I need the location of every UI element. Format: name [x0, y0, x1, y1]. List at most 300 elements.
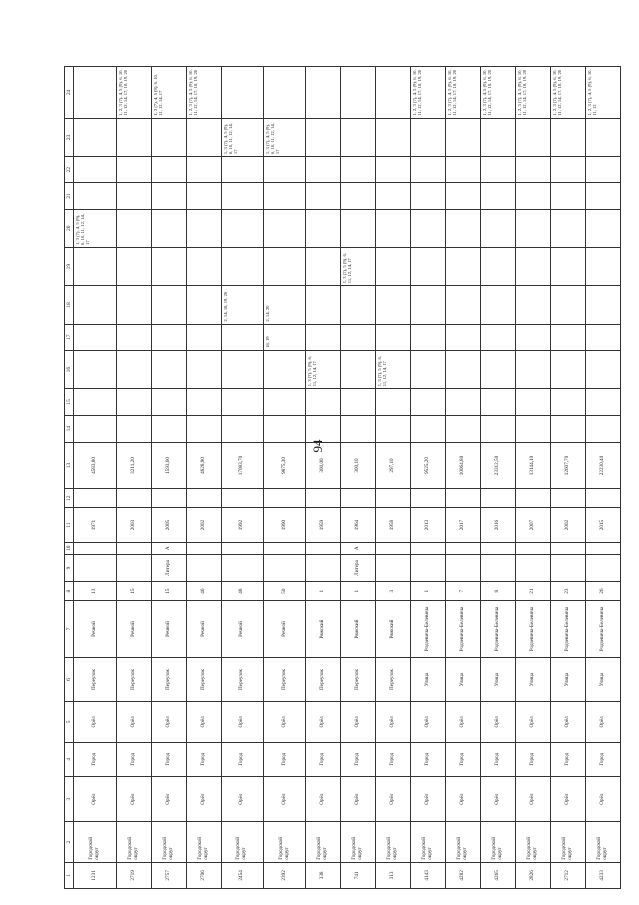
table-cell: [411, 286, 446, 324]
column-number-3: 3: [65, 776, 74, 821]
column-number-23: 23: [65, 118, 74, 156]
table-cell: Переулок: [116, 657, 151, 701]
table-cell: [341, 415, 376, 442]
table-cell: [74, 554, 116, 581]
table-cell: Орёл: [151, 776, 186, 821]
table-cell: [446, 118, 481, 156]
table-cell: [376, 286, 411, 324]
table-cell: [74, 286, 116, 324]
table-cell: Орёл: [264, 702, 306, 742]
table-cell: Орёл: [481, 702, 516, 742]
table-cell: 2392: [264, 862, 306, 888]
table-cell: [221, 415, 263, 442]
column-number-21: 21: [65, 183, 74, 209]
table-cell: [74, 118, 116, 156]
table-cell: [74, 542, 116, 554]
table-cell: [306, 286, 341, 324]
table-cell: [551, 350, 586, 388]
table-cell: [446, 247, 481, 285]
table-cell: [446, 415, 481, 442]
table-cell: [264, 67, 306, 119]
table-cell: [446, 389, 481, 415]
table-cell: [186, 554, 221, 581]
table-cell: 26: [585, 582, 620, 601]
table-cell: Орёл: [516, 702, 551, 742]
table-cell: 2013: [411, 508, 446, 542]
table-cell: Городской округ: [151, 822, 186, 862]
column-number-1: 1: [65, 862, 74, 888]
table-row: [551, 67, 586, 889]
table-cell: [151, 489, 186, 508]
table-cell: [376, 489, 411, 508]
table-cell: [151, 350, 186, 388]
table-cell: Ряжский: [341, 601, 376, 658]
table-cell: 1958: [376, 508, 411, 542]
table-cell: 21: [516, 582, 551, 601]
table-cell: Орёл: [376, 776, 411, 821]
table-cell: [151, 247, 186, 285]
table-cell: [446, 489, 481, 508]
table-cell: Переулок: [264, 657, 306, 701]
table-cell: [151, 324, 186, 350]
table-cell: 1, 2, 3 (7), 4, 5 (9), 6, 10, 11, 12, 14, 17, 18, 19, 20: [481, 67, 516, 119]
table-cell: 22230,40: [585, 442, 620, 488]
table-cell: [585, 554, 620, 581]
table-cell: [221, 209, 263, 247]
table-row: [516, 67, 551, 889]
table-cell: Город: [481, 742, 516, 776]
table-cell: Городской округ: [264, 822, 306, 862]
table-cell: [585, 489, 620, 508]
table-cell: 1, 3 (7), 5 (9), 6, 11, 12, 14, 17: [376, 350, 411, 388]
table-cell: 1, 2, 3 (7), 4, 5 (9), 6, 10, 11, 12, 14, 17, 18, 19, 20: [446, 67, 481, 119]
column-number-8: 8: [65, 582, 74, 601]
table-cell: [481, 542, 516, 554]
table-cell: 9875,30: [264, 442, 306, 488]
table-cell: [186, 209, 221, 247]
table-cell: [186, 157, 221, 183]
table-cell: [481, 350, 516, 388]
table-cell: [516, 183, 551, 209]
table-cell: [585, 415, 620, 442]
table-cell: [341, 118, 376, 156]
table-cell: [306, 157, 341, 183]
table-cell: [585, 286, 620, 324]
table-cell: [341, 324, 376, 350]
table-cell: Переулок: [151, 657, 186, 701]
table-cell: [264, 415, 306, 442]
table-cell: Родзевича-Белевича: [411, 601, 446, 658]
table-cell: Орёл: [551, 702, 586, 742]
table-cell: Городской округ: [376, 822, 411, 862]
table-cell: [411, 350, 446, 388]
table-cell: [411, 324, 446, 350]
table-cell: 1, 2, 3 (7), 4, 5 (9), 6, 10, 11, 12: [585, 67, 620, 119]
table-cell: Орёл: [481, 776, 516, 821]
table-cell: 1, 2, 3 (7), 4, 5 (9), 6, 10, 11, 12, 14, 17, 18, 19, 20: [551, 67, 586, 119]
table-cell: [551, 489, 586, 508]
table-cell: [481, 324, 516, 350]
table-cell: 13: [74, 582, 116, 601]
table-cell: [411, 183, 446, 209]
table-cell: Орёл: [186, 776, 221, 821]
table-cell: 1959: [306, 508, 341, 542]
table-cell: [551, 247, 586, 285]
table-cell: 15: [116, 582, 151, 601]
table-cell: Речной: [116, 601, 151, 658]
table-cell: [446, 324, 481, 350]
table-cell: [481, 183, 516, 209]
table-cell: Орёл: [446, 702, 481, 742]
table-cell: [551, 389, 586, 415]
table-cell: [186, 389, 221, 415]
table-cell: [585, 118, 620, 156]
table-cell: [221, 350, 263, 388]
table-cell: 1, 3 (7), 4, 5 (9), 6, 10, 11, 12, 14, 17: [221, 118, 263, 156]
table-cell: [411, 389, 446, 415]
table-cell: 1, 2, 3 (7), 4, 5 (9), 6, 10, 11, 12, 14, 17, 18, 19, 20: [186, 67, 221, 119]
table-cell: [116, 389, 151, 415]
table-cell: [264, 350, 306, 388]
table-cell: А: [151, 542, 186, 554]
table-cell: [516, 209, 551, 247]
table-cell: Орёл: [221, 776, 263, 821]
table-cell: [116, 183, 151, 209]
table-cell: 4233: [585, 862, 620, 888]
table-cell: [116, 489, 151, 508]
table-cell: Орёл: [376, 702, 411, 742]
table-cell: [376, 157, 411, 183]
table-cell: [151, 157, 186, 183]
table-cell: Родзевича-Белевича: [516, 601, 551, 658]
table-cell: [306, 489, 341, 508]
table-cell: 1, 2, 3 (7), 4, 5 (9), 6, 10, 11, 12, 14, 17, 18, 19, 20: [411, 67, 446, 119]
table-cell: [116, 542, 151, 554]
table-cell: [481, 157, 516, 183]
table-cell: [376, 118, 411, 156]
table-cell: 4282: [446, 862, 481, 888]
table-cell: [116, 350, 151, 388]
table-cell: [481, 247, 516, 285]
column-number-14: 14: [65, 415, 74, 442]
table-cell: Городской округ: [551, 822, 586, 862]
table-cell: Орёл: [306, 702, 341, 742]
table-cell: [551, 554, 586, 581]
table-cell: Улица: [551, 657, 586, 701]
table-cell: Улица: [585, 657, 620, 701]
table-cell: Речной: [264, 601, 306, 658]
table-cell: Речной: [186, 601, 221, 658]
table-cell: 46: [186, 582, 221, 601]
table-cell: 1, 2, 3 (7), 4, 5 (9), 6, 10, 11, 12, 14, 17, 18, 19, 20: [516, 67, 551, 119]
table-cell: 1, 3 (7), 4, 5 (9), 6, 10, 11, 12, 14, 17: [151, 67, 186, 119]
table-cell: [411, 554, 446, 581]
table-cell: [551, 415, 586, 442]
column-number-17: 17: [65, 324, 74, 350]
table-cell: [151, 209, 186, 247]
table-cell: [585, 247, 620, 285]
table-cell: Орёл: [341, 702, 376, 742]
table-cell: Городской округ: [116, 822, 151, 862]
table-cell: [516, 554, 551, 581]
table-cell: [151, 415, 186, 442]
column-number-18: 18: [65, 286, 74, 324]
table-cell: Город: [411, 742, 446, 776]
table-cell: [74, 415, 116, 442]
table-cell: [341, 157, 376, 183]
table-cell: [221, 247, 263, 285]
table-cell: [186, 118, 221, 156]
table-cell: [411, 157, 446, 183]
table-cell: Городской округ: [481, 822, 516, 862]
table-cell: [151, 118, 186, 156]
table-cell: [221, 542, 263, 554]
column-number-24: 24: [65, 67, 74, 119]
table-row: [376, 67, 411, 889]
column-number-6: 6: [65, 657, 74, 701]
table-row: [585, 67, 620, 889]
table-cell: [516, 350, 551, 388]
table-cell: [446, 209, 481, 247]
table-cell: [481, 415, 516, 442]
table-cell: [264, 183, 306, 209]
table-cell: Орёл: [74, 776, 116, 821]
table-cell: [74, 183, 116, 209]
table-cell: [341, 209, 376, 247]
table-cell: Орёл: [551, 776, 586, 821]
table-cell: Город: [264, 742, 306, 776]
table-cell: [116, 157, 151, 183]
column-number-10: 10: [65, 542, 74, 554]
table-cell: 3211,20: [116, 442, 151, 488]
table-cell: [74, 324, 116, 350]
table-cell: [264, 489, 306, 508]
table-cell: [341, 286, 376, 324]
table-cell: 1593,60: [151, 442, 186, 488]
table-row: [151, 67, 186, 889]
table-cell: [516, 389, 551, 415]
table-cell: [151, 389, 186, 415]
table-cell: [411, 247, 446, 285]
table-cell: [516, 324, 551, 350]
table-cell: 8: [481, 582, 516, 601]
table-cell: [116, 554, 151, 581]
table-cell: Городской округ: [186, 822, 221, 862]
table-cell: [264, 209, 306, 247]
table-cell: Родзевича-Белевича: [446, 601, 481, 658]
table-cell: 1, 3 (7), 4, 5 (9), 6, 10, 11, 12, 14, 17: [264, 118, 306, 156]
table-cell: [264, 542, 306, 554]
table-cell: Литера: [341, 554, 376, 581]
table-cell: Городской округ: [516, 822, 551, 862]
table-cell: [341, 183, 376, 209]
table-cell: [516, 157, 551, 183]
column-number-22: 22: [65, 157, 74, 183]
table-cell: 1971: [74, 508, 116, 542]
table-cell: [481, 286, 516, 324]
table-cell: [221, 157, 263, 183]
table-cell: А: [341, 542, 376, 554]
table-cell: [264, 157, 306, 183]
table-cell: [516, 415, 551, 442]
table-cell: Орёл: [411, 776, 446, 821]
column-number-7: 7: [65, 601, 74, 658]
table-cell: [186, 286, 221, 324]
column-number-9: 9: [65, 554, 74, 581]
table-cell: Родзевича-Белевича: [585, 601, 620, 658]
table-cell: [186, 324, 221, 350]
table-cell: Ряжский: [306, 601, 341, 658]
table-cell: 2005: [151, 508, 186, 542]
column-number-2: 2: [65, 822, 74, 862]
table-cell: 12607,70: [551, 442, 586, 488]
table-cell: [411, 209, 446, 247]
table-cell: [341, 389, 376, 415]
table-cell: Улица: [516, 657, 551, 701]
table-cell: Городской округ: [585, 822, 620, 862]
table-cell: [221, 67, 263, 119]
table-cell: [551, 286, 586, 324]
table-cell: Городской округ: [446, 822, 481, 862]
table-cell: [376, 67, 411, 119]
table-cell: [186, 350, 221, 388]
table-cell: Город: [221, 742, 263, 776]
table-cell: [74, 157, 116, 183]
table-cell: [516, 489, 551, 508]
table-cell: Орёл: [74, 702, 116, 742]
table-cell: [585, 389, 620, 415]
table-cell: [376, 554, 411, 581]
table-cell: 3: [376, 582, 411, 601]
table-row: [221, 67, 263, 889]
table-cell: [551, 157, 586, 183]
column-number-11: 11: [65, 508, 74, 542]
table-cell: [411, 415, 446, 442]
table-cell: 15: [151, 582, 186, 601]
table-cell: 2017: [446, 508, 481, 542]
table-cell: [186, 415, 221, 442]
table-cell: [186, 489, 221, 508]
table-cell: [411, 542, 446, 554]
table-row: [264, 67, 306, 889]
table-row: [341, 67, 376, 889]
table-cell: [116, 324, 151, 350]
table-cell: Орёл: [221, 702, 263, 742]
table-cell: 17083,70: [221, 442, 263, 488]
table-cell: [116, 118, 151, 156]
table-row: [186, 67, 221, 889]
table-cell: [264, 389, 306, 415]
table-cell: 2826: [516, 862, 551, 888]
table-cell: [585, 542, 620, 554]
table-cell: Орёл: [446, 776, 481, 821]
table-cell: [186, 247, 221, 285]
table-cell: 1, 2, 3 (7), 4, 5 (9), 6, 10, 11, 12, 14, 17, 18, 19, 20: [116, 67, 151, 119]
table-cell: [376, 415, 411, 442]
table-cell: [306, 554, 341, 581]
table-cell: 2454: [221, 862, 263, 888]
table-cell: 2002: [186, 508, 221, 542]
table-cell: 1231: [74, 862, 116, 888]
table-cell: 50: [264, 582, 306, 601]
table-cell: [151, 183, 186, 209]
table-cell: 300,00: [306, 442, 341, 488]
table-cell: [411, 489, 446, 508]
table-cell: [221, 389, 263, 415]
table-cell: [221, 489, 263, 508]
table-row: [306, 67, 341, 889]
table-cell: 2757: [151, 862, 186, 888]
table-cell: Переулок: [306, 657, 341, 701]
table-cell: Город: [585, 742, 620, 776]
table-cell: 2015: [585, 508, 620, 542]
table-cell: 2, 14, 20: [264, 286, 306, 324]
table-cell: 4265: [481, 862, 516, 888]
table-cell: [186, 183, 221, 209]
table-cell: Город: [341, 742, 376, 776]
table-cell: 4828,90: [186, 442, 221, 488]
table-cell: Орёл: [116, 702, 151, 742]
table-cell: [516, 247, 551, 285]
table-cell: 1, 3 (7), 5 (9), 6, 11, 12, 14, 17: [341, 247, 376, 285]
table-cell: [481, 209, 516, 247]
table-cell: Улица: [481, 657, 516, 701]
table-cell: 1, 3 (7), 4, 5 (9), 6, 10, 11, 12, 14, 17: [74, 209, 116, 247]
table-cell: [481, 554, 516, 581]
table-cell: Орёл: [151, 702, 186, 742]
table-cell: Родзевича-Белевича: [481, 601, 516, 658]
table-cell: [376, 542, 411, 554]
table-cell: [376, 209, 411, 247]
table-cell: Переулок: [341, 657, 376, 701]
table-cell: Улица: [446, 657, 481, 701]
table-cell: [341, 67, 376, 119]
table-cell: [376, 389, 411, 415]
table-cell: Городской округ: [306, 822, 341, 862]
column-number-20: 20: [65, 209, 74, 247]
column-number-16: 16: [65, 350, 74, 388]
table-cell: 23: [551, 582, 586, 601]
table-cell: [306, 67, 341, 119]
table-cell: [306, 415, 341, 442]
table-cell: Орёл: [585, 702, 620, 742]
table-cell: [585, 350, 620, 388]
table-cell: 338: [306, 862, 341, 888]
table-cell: Орёл: [411, 702, 446, 742]
table-cell: [481, 118, 516, 156]
table-cell: [306, 324, 341, 350]
table-cell: [551, 118, 586, 156]
table-cell: 297,10: [376, 442, 411, 488]
table-cell: Улица: [411, 657, 446, 701]
table-cell: [306, 183, 341, 209]
table-cell: 48: [221, 582, 263, 601]
housing-register-table: [64, 66, 621, 889]
column-number-13: 13: [65, 442, 74, 488]
table-cell: [116, 247, 151, 285]
table-cell: 2003: [116, 508, 151, 542]
table-cell: Ряжский: [376, 601, 411, 658]
table-cell: Город: [551, 742, 586, 776]
table-cell: [221, 324, 263, 350]
table-cell: Орёл: [585, 776, 620, 821]
table-cell: [551, 542, 586, 554]
table-cell: Орёл: [306, 776, 341, 821]
table-cell: Переулок: [74, 657, 116, 701]
column-number-4: 4: [65, 742, 74, 776]
table-cell: [221, 554, 263, 581]
table-cell: [376, 183, 411, 209]
